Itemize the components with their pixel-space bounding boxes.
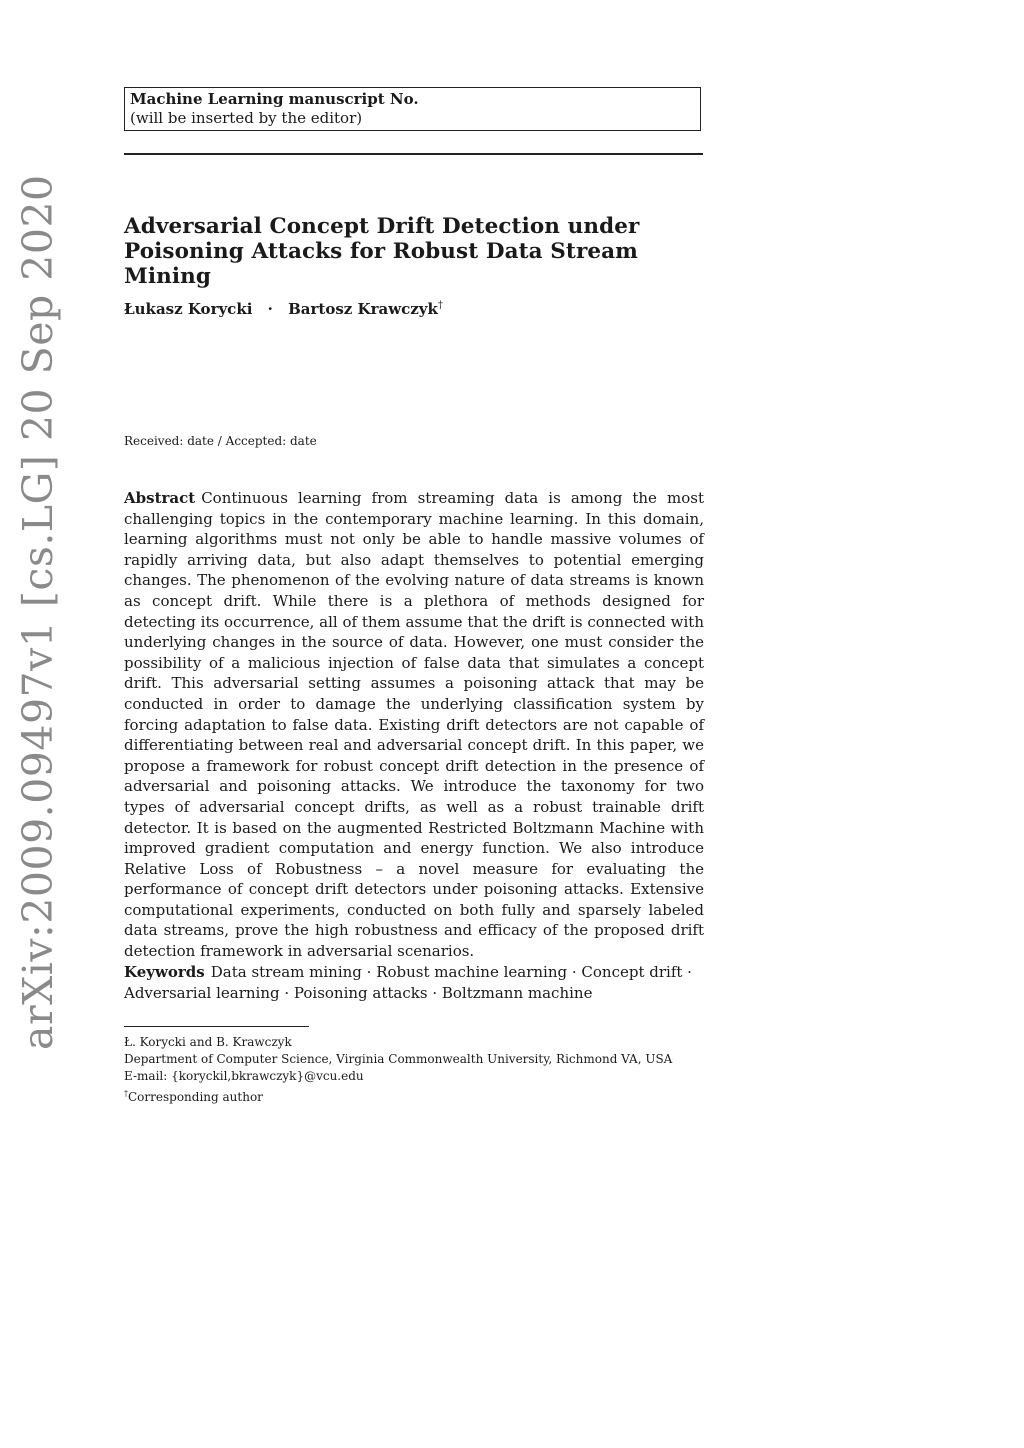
received-date: Received: date / Accepted: date [124,434,317,448]
header-rule [124,153,703,155]
abstract-text: Continuous learning from streaming data is among the most challenging topics in the contemporary machine learning. In this domain, learning algorithms must not only be able to handle massive volumes of rapidly arriving data, but also adapt themselves to potential emerging changes. The phenomenon of the evolving nature of data streams is known as concept drift. While there is a plethora of methods designed for detecting its occurrence, all of them assume that the drift is connected with underlying changes in the source of data. However, one must consider the possibility of a malicious injection of false data that simulates a concept drift. This adversarial setting assumes a poisoning attack that may be conducted in order to damage the underlying classification system by forcing adaptation to false data. Existing drift detectors are not capable of differentiating between real and adversarial concept drift. In this paper, we propose a framework for robust concept drift detection in the presence of adversarial and poisoning attacks. We introduce the taxonomy for two types of adversarial concept drifts, as well as a robust trainable drift detector. It is based on the augmented Restricted Boltzmann Machine with improved gradient computation and energy function. We also introduce Relative Loss of Robustness – a novel measure for evaluating the performance of concept drift detectors under poisoning attacks. Extensive computational experiments, conducted on both fully and sparsely labeled data streams, prove the high robustness and efficacy of the proposed drift detection framework in adversarial scenarios. [124,489,704,961]
journal-name: Machine Learning manuscript No. [130,90,419,108]
corresponding-author-mark: † [437,300,443,311]
corresponding-text: Corresponding author [128,1090,263,1104]
footnote-rule [124,1026,309,1027]
affiliation-footnote [124,1034,724,1106]
title-line-1: Adversarial Concept Drift Detection under [124,214,640,239]
abstract-heading: Abstract [124,489,196,507]
affiliation-email: E-mail: {koryckil,bkrawczyk}@vcu.edu [124,1069,364,1083]
author-list [124,296,443,319]
affiliation-department: Department of Computer Science, Virginia Commonwealth University, Richmond VA, USA [124,1052,673,1066]
abstract [124,488,704,962]
author-separator: · [267,300,273,318]
author-2: Bartosz Krawczyk [288,300,438,318]
keywords-text: Data stream mining · Robust machine learning · Concept drift · Adversarial learning · Poisoning attacks · Boltzmann machine [124,963,692,1002]
editor-note: (will be inserted by the editor) [130,109,363,127]
arxiv-identifier-stamp: arXiv:2009.09497v1 [cs.LG] 20 Sep 2020 [14,174,62,1050]
journal-header-box [124,87,701,131]
keywords [124,962,704,1004]
affiliation-names: Ł. Korycki and B. Krawczyk [124,1035,292,1049]
corresponding-mark: † [124,1089,128,1098]
author-1: Łukasz Korycki [124,300,253,318]
title-line-2: Poisoning Attacks for Robust Data Stream Mining [124,239,639,289]
keywords-heading: Keywords [124,963,205,981]
corresponding-author-note [124,1085,724,1106]
paper-title [124,214,724,289]
